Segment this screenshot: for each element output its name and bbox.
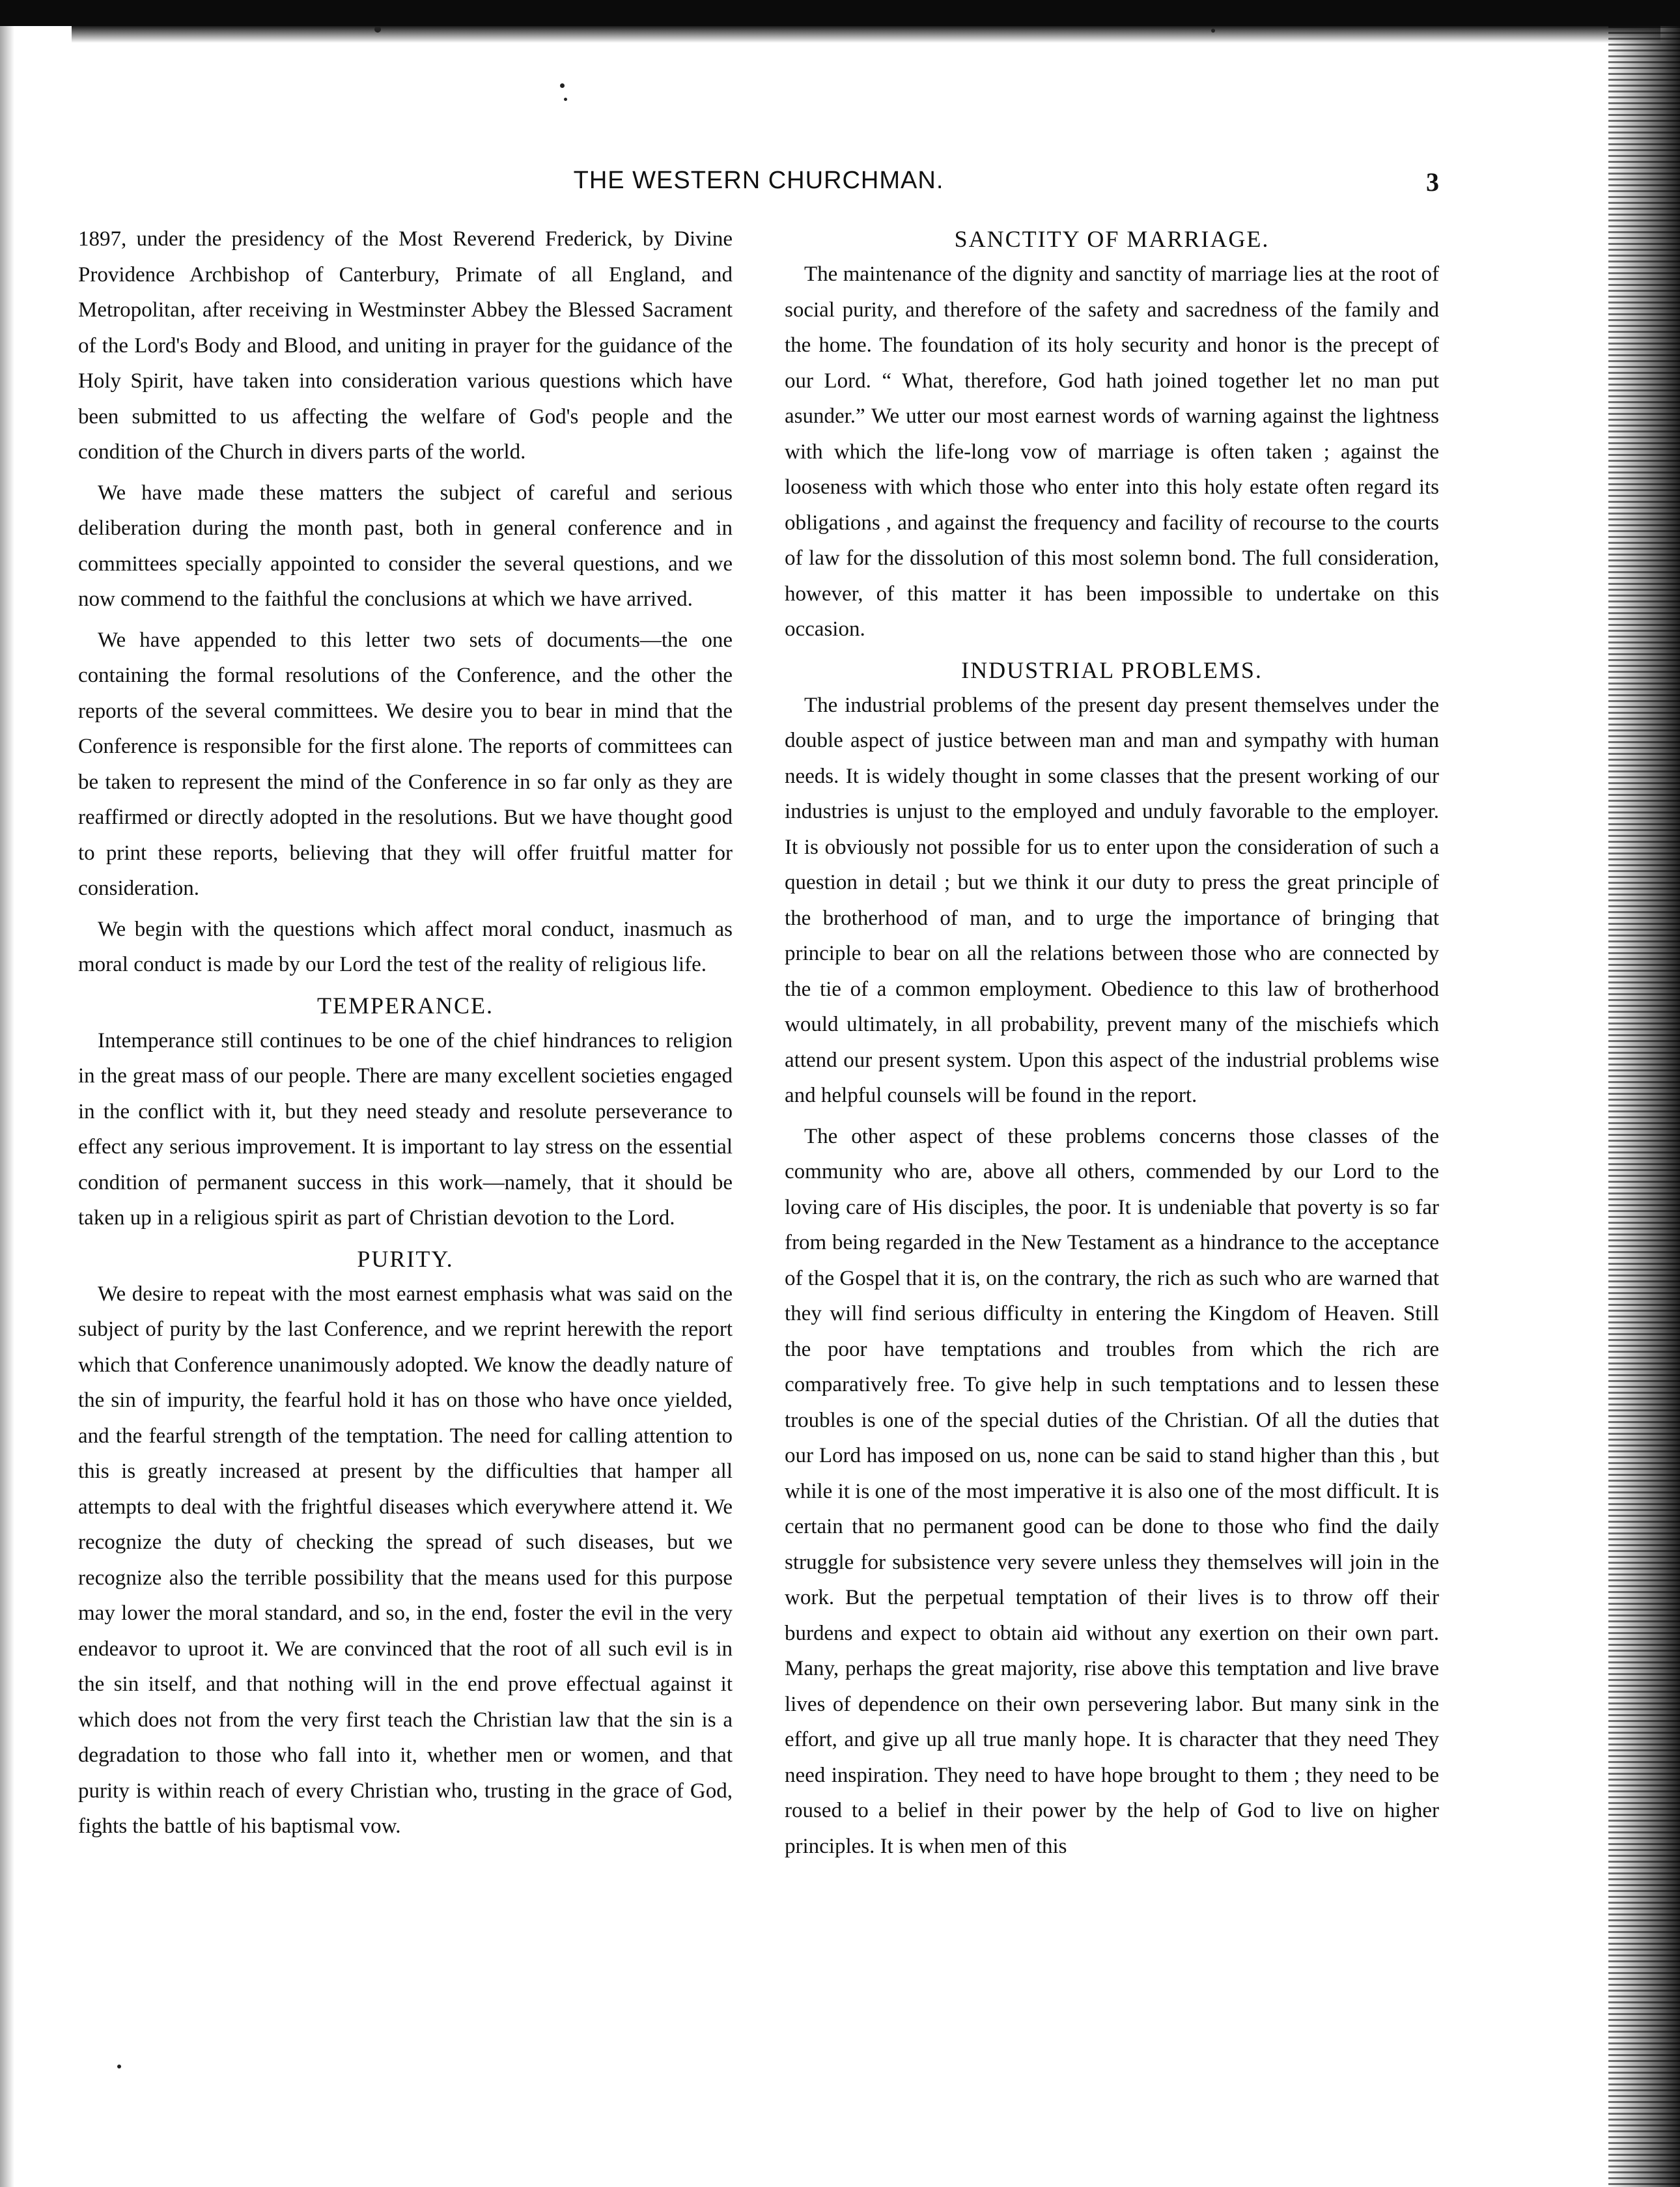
section-heading-industrial: INDUSTRIAL PROBLEMS. bbox=[961, 656, 1263, 683]
scan-speck bbox=[1211, 29, 1215, 33]
scan-top-shadow bbox=[72, 26, 1660, 43]
scan-left-shadow bbox=[0, 26, 14, 2187]
scan-right-edge-noise bbox=[1608, 26, 1680, 2187]
left-column bbox=[78, 221, 733, 1850]
scan-top-border bbox=[0, 0, 1680, 26]
page-header bbox=[78, 167, 1439, 206]
newspaper-page bbox=[78, 156, 1439, 2110]
running-head: THE WESTERN CHURCHMAN. bbox=[573, 167, 944, 194]
paragraph: We have made these matters the subject of careful and serious deliberation during the month past, both in general conference and in committees specially appointed to consider the several questions, and we now commend to the faithful the conclusions at which we have arrived. bbox=[78, 481, 733, 611]
paragraph: We begin with the questions which affect moral conduct, inasmuch as moral conduct is made by our Lord the test of the reality of religious life. bbox=[78, 917, 733, 976]
scan-speck bbox=[560, 83, 565, 88]
scan-speck bbox=[564, 98, 567, 101]
section-heading-temperance: TEMPERANCE. bbox=[316, 992, 494, 1019]
paragraph: The industrial problems of the present day present themselves under the double aspect of justice between man and man and sympathy with human needs. It is widely thought in some classes that the present working of our industries is unjust to the employed and unduly favorable to the employer. It is obviously not possible for us to enter upon the consideration of such a question in detail ; but we think it our duty to press the great principle of the brotherhood of man, and to urge the importance of bringing that principle to bear on all the relations between those who are connected by the tie of a common employment. Obedience to this law of brotherhood would ultimately, in all probability, prevent many of the mischiefs which attend our present system. Upon this aspect of the industrial problems wise and helpful counsels will be found in the report. bbox=[785, 693, 1439, 1107]
section-heading-purity: PURITY. bbox=[357, 1245, 454, 1272]
page-number: 3 bbox=[1426, 167, 1439, 197]
scan-speck bbox=[374, 26, 381, 33]
right-column bbox=[785, 221, 1439, 1869]
paragraph: The other aspect of these problems concerns those classes of the community who are, above all others, commended by our Lord to the loving care of His disciples, the poor. It is undeniable that poverty is so far from being regarded in the New Testament as a hindrance to the acceptance of the Gospel that it is, on the contrary, the rich as such who are warned that they will find serious difficulty in entering the Kingdom of Heaven. Still the poor have temptations and troubles from which the rich are comparatively free. To give help in such temptations and to lessen these troubles is one of the special duties of the Christian. Of all the duties that our Lord has imposed on us, none can be said to stand higher than this , but while it is one of the most imperative it is also one of the most difficult. It is certain that no permanent good can be done to those who find the daily struggle for subsistence very severe unless they themselves will join in the work. But the perpetual temptation of their lives is to throw off their burdens and expect to obtain aid without any exertion on their own part. Many, perhaps the great majority, rise above this temptation and live brave lives of dependence on their own persevering labor. But many sink in the effort, and give up all true manly hope. It is character that they need They need inspiration. They need to have hope brought to them ; they need to be roused to a belief in their power by the help of God to live on higher principles. It is when men of this bbox=[785, 1124, 1439, 1858]
section-heading-marriage: SANCTITY OF MARRIAGE. bbox=[954, 226, 1270, 252]
paragraph: We desire to repeat with the most earnest emphasis what was said on the subject of purity by the last Conference, and we reprint herewith the report which that Conference unanimously adopted. We know the deadly nature of the sin of impurity, the fearful hold it has on those who have once yielded, and the fearful strength of the temptation. The need for calling attention to this is greatly increased at present by the difficulties that hamper all attempts to deal with the frightful diseases which everywhere attend it. We recognize the duty of checking the spread of such diseases, but we recognize also the terrible possibility that the means used for this purpose may lower the moral standard, and so, in the end, foster the evil in the very endeavor to uproot it. We are convinced that the root of all such evil is in the sin itself, and that nothing will in the end prove effectual against it which does not from the very first teach the Christian law that the sin is a degradation to those who fall into it, whether men or women, and that purity is within reach of every Christian who, trusting in the grace of God, fights the battle of his baptismal vow. bbox=[78, 1282, 733, 1838]
paragraph: The maintenance of the dignity and sanctity of marriage lies at the root of social purity, and therefore of the safety and sacredness of the family and the home. The foundation of its holy security and honor is the precept of our Lord. “ What, therefore, God hath joined together let no man put asunder.” We utter our most earnest words of warning against the lightness with which the life-long vow of marriage is often taken ; against the looseness with which those who enter into this holy estate often regard its obligations , and against the frequency and facility of recourse to the courts of law for the dissolution of this most solemn bond. The full consideration, however, of this matter it has been impossible to undertake on this occasion. bbox=[785, 262, 1439, 641]
paragraph: Intemperance still continues to be one of the chief hindrances to religion in the great mass of our people. There are many excellent societies engaged in the conflict with it, but they need steady and resolute perseverance to effect any serious improvement. It is important to lay stress on the essential condition of permanent success in this work—namely, that it should be taken up in a religious spirit as part of Christian devotion to the Lord. bbox=[78, 1028, 733, 1230]
paragraph: 1897, under the presidency of the Most Reverend Frederick, by Divine Providence Archbishop of Canterbury, Primate of all England, and Metropolitan, after receiving in Westminster Abbey the Blessed Sacrament of the Lord's Body and Blood, and uniting in prayer for the guidance of the Holy Spirit, have taken into consideration various questions which have been submitted to us affecting the welfare of God's people and the condition of the Church in divers parts of the world. bbox=[78, 227, 733, 464]
paragraph: We have appended to this letter two sets of documents—the one containing the formal resolutions of the Conference, and the other the reports of the several committees. We desire you to bear in mind that the Conference is responsible for the first alone. The reports of committees can be taken to represent the mind of the Conference in so far only as they are reaffirmed or directly adopted in the resolutions. But we have thought good to print these reports, believing that they will offer fruitful matter for consideration. bbox=[78, 628, 733, 900]
